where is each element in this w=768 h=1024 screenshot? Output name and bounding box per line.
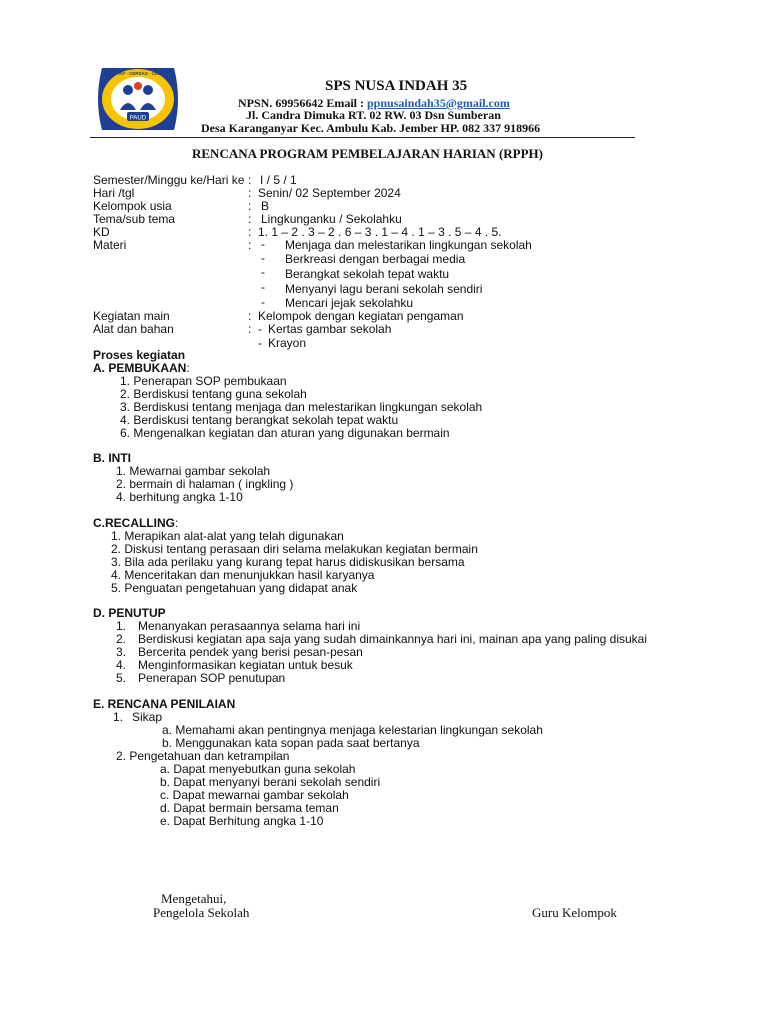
- section-heading-inti: B. INTI: [93, 451, 131, 465]
- list-item: 5. Penguatan pengetahuan yang didapat anak: [111, 581, 358, 595]
- sub-heading-sikap: Sikap: [132, 710, 163, 724]
- list-item: Berdiskusi kegiatan apa saja yang sudah dimainkannya hari ini, mainan apa yang paling disukai: [138, 632, 647, 646]
- bullet-dash: -: [261, 251, 265, 265]
- document-title: RENCANA PROGRAM PEMBELAJARAN HARIAN (RPPH): [192, 146, 543, 161]
- info-sep: :: [248, 225, 252, 239]
- bullet-dash: -: [261, 265, 265, 279]
- info-value-semester: I / 5 / 1: [260, 173, 297, 187]
- bullet-dash: -: [261, 295, 265, 309]
- list-item: 4. Menceritakan dan menunjukkan hasil karyanya: [111, 568, 375, 582]
- email-link[interactable]: ppnusaindah35@gmail.com: [367, 96, 510, 110]
- list-item: 3. Bila ada perilaku yang kurang tepat harus didiskusikan bersama: [111, 555, 465, 569]
- info-label-main-activity: Kegiatan main: [93, 309, 170, 323]
- info-value-date: Senin/ 02 September 2024: [258, 186, 401, 200]
- list-item: Bercerita pendek yang berisi pesan-pesan: [138, 645, 363, 659]
- list-number: 1.: [113, 710, 124, 724]
- list-item: 2. Diskusi tentang perasaan diri selama melakukan kegiatan bermain: [111, 542, 478, 556]
- info-label-materi: Materi: [93, 238, 127, 252]
- info-value-theme: Lingkunganku / Sekolahku: [261, 212, 402, 226]
- signature-left-line1: Mengetahui,: [161, 891, 227, 906]
- materi-item: Menjaga dan melestarikan lingkungan sekolah: [285, 238, 532, 252]
- info-sep: :: [248, 212, 252, 226]
- list-item: 1. Merapikan alat-alat yang telah digunakan: [111, 529, 344, 543]
- list-item: d. Dapat bermain bersama teman: [160, 801, 339, 815]
- address-line-1: Jl. Candra Dimuka RT. 02 RW. 03 Dsn Sumberan: [246, 108, 501, 122]
- list-number: 3.: [116, 645, 127, 659]
- list-item: a. Dapat menyebutkan guna sekolah: [160, 762, 356, 776]
- materi-item: Berangkat sekolah tepat waktu: [285, 267, 450, 281]
- list-item: b. Menggunakan kata sopan pada saat bertanya: [162, 736, 420, 750]
- materi-item: Mencari jejak sekolahku: [285, 296, 414, 310]
- list-item: 1. Mewarnai gambar sekolah: [116, 464, 271, 478]
- tools-item: Krayon: [268, 336, 307, 350]
- bullet-dash: -: [258, 322, 262, 336]
- svg-text:SEHAT · CERDAS · CERIA: SEHAT · CERDAS · CERIA: [110, 71, 166, 76]
- sub-heading-pengetahuan: 2. Pengetahuan dan ketrampilan: [116, 749, 290, 763]
- list-item: c. Dapat mewarnai gambar sekolah: [160, 788, 349, 802]
- info-sep: :: [248, 309, 252, 323]
- school-name: SPS NUSA INDAH 35: [325, 78, 468, 94]
- list-number: 1.: [116, 619, 127, 633]
- info-label-tools: Alat dan bahan: [93, 322, 174, 336]
- list-item: a. Memahami akan pentingnya menjaga kelestarian lingkungan sekolah: [162, 723, 543, 737]
- list-item: 2. bermain di halaman ( ingkling ): [116, 477, 294, 491]
- info-value-group: B: [261, 199, 270, 213]
- svg-text:PAUD: PAUD: [129, 115, 147, 122]
- bullet-dash: -: [261, 280, 265, 294]
- list-number: 4.: [116, 658, 127, 672]
- list-item: Menanyakan perasaannya selama hari ini: [138, 619, 361, 633]
- list-item: 2. Berdiskusi tentang guna sekolah: [120, 387, 307, 401]
- section-heading-penutup: D. PENUTUP: [93, 606, 166, 620]
- info-label-kd: KD: [93, 225, 110, 239]
- info-sep: :: [248, 199, 252, 213]
- tools-item: Kertas gambar sekolah: [268, 322, 392, 336]
- section-heading-penilaian: E. RENCANA PENILAIAN: [93, 697, 236, 711]
- list-item: b. Dapat menyanyi berani sekolah sendiri: [160, 775, 381, 789]
- school-logo: [94, 66, 182, 132]
- list-number: 2.: [116, 632, 127, 646]
- list-item: Penerapan SOP penutupan: [138, 671, 286, 685]
- list-item: 3. Berdiskusi tentang menjaga dan melestarikan lingkungan sekolah: [120, 400, 483, 414]
- materi-item: Berkreasi dengan berbagai media: [285, 252, 466, 266]
- info-label-group: Kelompok usia: [93, 199, 172, 213]
- info-value-main-activity: Kelompok dengan kegiatan pengaman: [258, 309, 464, 323]
- info-label-date: Hari /tgl: [93, 186, 135, 200]
- info-sep: :: [248, 238, 252, 252]
- bullet-dash: -: [258, 336, 262, 350]
- info-label-theme: Tema/sub tema: [93, 212, 176, 226]
- section-heading-pembukaan: A. PEMBUKAAN:: [93, 361, 190, 375]
- list-item: Menginformasikan kegiatan untuk besuk: [138, 658, 353, 672]
- bullet-dash: -: [261, 237, 265, 251]
- section-heading-recalling: C.RECALLING:: [93, 516, 179, 530]
- info-sep: :: [248, 186, 252, 200]
- npsn-label: NPSN. 69956642 Email :: [238, 96, 367, 110]
- list-item: 1. Penerapan SOP pembukaan: [120, 374, 287, 388]
- info-sep: :: [248, 173, 252, 187]
- materi-item: Menyanyi lagu berani sekolah sendiri: [285, 282, 483, 296]
- header-divider: [90, 137, 635, 138]
- section-title-proses: Proses kegiatan: [93, 348, 186, 362]
- info-label-semester: Semester/Minggu ke/Hari ke: [93, 173, 245, 187]
- list-item: e. Dapat Berhitung angka 1-10: [160, 814, 324, 828]
- signature-left-line2: Pengelola Sekolah: [153, 905, 250, 920]
- address-line-2: Desa Karanganyar Kec. Ambulu Kab. Jember HP. 082 337 918966: [201, 121, 541, 135]
- info-value-kd: 1. 1 – 2 . 3 – 2 . 6 – 3 . 1 – 4 . 1 – 3 . 5 – 4 . 5.: [258, 225, 502, 239]
- list-number: 5.: [116, 671, 127, 685]
- list-item: 4. berhitung angka 1-10: [116, 490, 243, 504]
- info-sep: :: [248, 322, 252, 336]
- list-item: 4. Berdiskusi tentang berangkat sekolah tepat waktu: [120, 413, 399, 427]
- list-item: 6. Mengenalkan kegiatan dan aturan yang digunakan bermain: [120, 426, 450, 440]
- signature-right: Guru Kelompok: [532, 905, 617, 920]
